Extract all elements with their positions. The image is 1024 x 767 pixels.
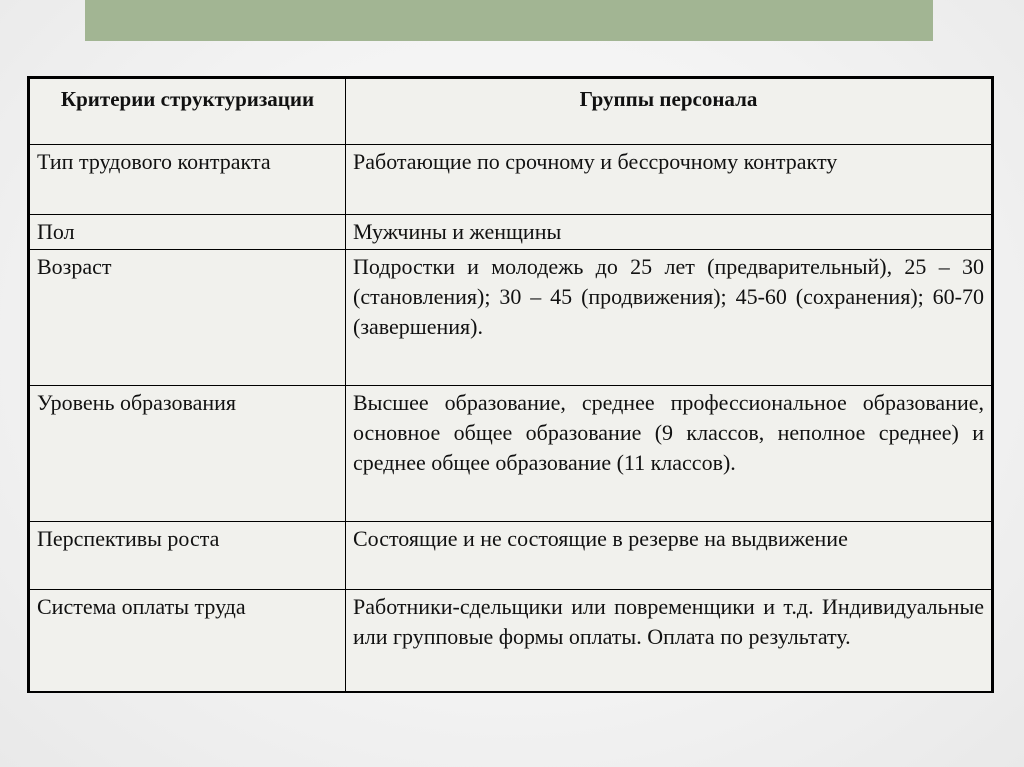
groups-cell: Работники-сдельщики или повременщики и т.д. Индивидуальные или групповые формы оплаты. Оплата по результату. bbox=[346, 590, 992, 693]
criterion-cell: Пол bbox=[30, 215, 346, 250]
groups-cell: Подростки и молодежь до 25 лет (предварительный), 25 – 30 (становления); 30 – 45 (продвижения); 45-60 (сохранения); 60-70 (завершения). bbox=[346, 250, 992, 386]
table-row bbox=[30, 590, 992, 693]
title-accent-bar bbox=[85, 0, 933, 41]
table-row bbox=[30, 386, 992, 522]
header-groups: Группы персонала bbox=[346, 79, 992, 145]
header-criteria: Критерии структуризации bbox=[30, 79, 346, 145]
criterion-cell: Перспективы роста bbox=[30, 522, 346, 590]
groups-cell: Состоящие и не состоящие в резерве на выдвижение bbox=[346, 522, 992, 590]
groups-cell: Работающие по срочному и бессрочному контракту bbox=[346, 145, 992, 215]
groups-cell: Высшее образование, среднее профессиональное образование, основное общее образование (9 классов, неполное среднее) и среднее общее образование (11 классов). bbox=[346, 386, 992, 522]
criterion-cell: Возраст bbox=[30, 250, 346, 386]
groups-cell: Мужчины и женщины bbox=[346, 215, 992, 250]
table-row bbox=[30, 250, 992, 386]
personnel-structure-table bbox=[29, 78, 992, 693]
criterion-cell: Система оплаты труда bbox=[30, 590, 346, 693]
table-row bbox=[30, 522, 992, 590]
table-header-row bbox=[30, 79, 992, 145]
criterion-cell: Тип трудового контракта bbox=[30, 145, 346, 215]
table-row bbox=[30, 215, 992, 250]
table-row bbox=[30, 145, 992, 215]
personnel-table-container bbox=[27, 76, 994, 693]
criterion-cell: Уровень образования bbox=[30, 386, 346, 522]
